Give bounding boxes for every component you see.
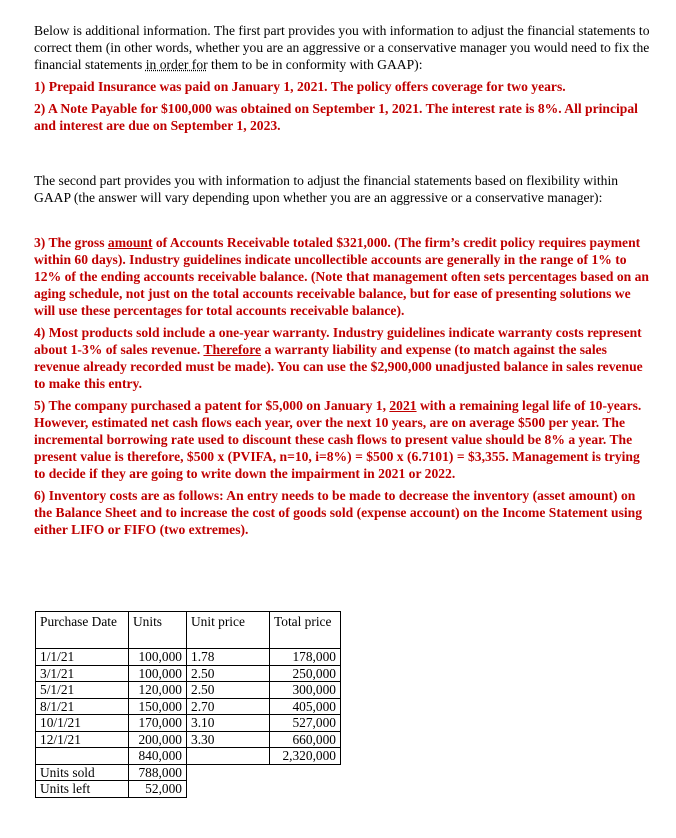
header-unit-price: Unit price (187, 612, 270, 649)
units-cell: 150,000 (129, 698, 187, 715)
table-row (36, 649, 341, 666)
totals-label-cell (36, 748, 129, 765)
table-row (36, 698, 341, 715)
totals-row (36, 748, 341, 765)
item-4-warranty (34, 324, 654, 392)
document-body (34, 22, 654, 544)
totals-empty-cell (187, 748, 270, 765)
item-6-inventory: 6) Inventory costs are as follows: An entry needs to be made to decrease the inventory (asset amount) on the Balance Sheet and to increase the cost of goods sold (expense account) on the Income Statement using either LIFO or FIFO (two extremes). (34, 488, 643, 537)
inventory-table (35, 611, 341, 798)
intro1-text-end: them to be in conformity with GAAP): (207, 57, 423, 72)
total-price-cell: 178,000 (270, 649, 341, 666)
units-left-row (36, 781, 341, 798)
intro-paragraph-2: The second part provides you with information to adjust the financial statements based on flexibility within GAAP (the answer will vary depending upon whether you are an aggressive or a conservative manager): (34, 173, 619, 205)
header-total-price: Total price (270, 612, 341, 649)
grand-total-price-cell: 2,320,000 (270, 748, 341, 765)
unit-price-cell: 1.78 (187, 649, 270, 666)
units-cell: 100,000 (129, 649, 187, 666)
table-row (36, 715, 341, 732)
item5-underlined-year: 2021 (389, 398, 417, 413)
unit-price-cell: 2.50 (187, 682, 270, 699)
units-cell: 200,000 (129, 731, 187, 748)
item-5-patent (34, 397, 654, 482)
total-price-cell: 660,000 (270, 731, 341, 748)
item4-text: 4) Most products sold include a one-year warranty. Industry guidelines indicate warranty costs represent about 1-3% of sales revenue. (34, 325, 642, 357)
item-3-accounts-receivable (34, 234, 654, 319)
table-row (36, 682, 341, 699)
item5-text: 5) The company purchased a patent for $5,000 on January 1, (34, 398, 390, 413)
unit-price-cell: 2.70 (187, 698, 270, 715)
total-price-cell: 527,000 (270, 715, 341, 732)
units-left-value: 52,000 (129, 781, 187, 798)
total-price-cell: 250,000 (270, 665, 341, 682)
purchase-date-cell: 12/1/21 (36, 731, 129, 748)
intro1-dotted-phrase: in order for (145, 57, 208, 72)
unit-price-cell: 2.50 (187, 665, 270, 682)
header-units: Units (129, 612, 187, 649)
purchase-date-cell: 1/1/21 (36, 649, 129, 666)
item3-underlined-word: amount (107, 235, 153, 250)
item-1-prepaid-insurance: 1) Prepaid Insurance was paid on January 1, 2021. The policy offers coverage for two years. (34, 79, 566, 94)
purchase-date-cell: 3/1/21 (36, 665, 129, 682)
unit-price-cell: 3.30 (187, 731, 270, 748)
item5-text-end: with a remaining legal life of 10-years. However, estimated net cash flows each year, over the next 10 years, are on average $500 per year. The incremental borrowing rate used to discount these cash flows to present value should be 8% a year. The present value is therefore, $500 x (PVIFA, n=10, i=8%) = $500 x (6.7101) = $3,355. Management is trying to decide if they are going to write down the impairment in 2021 or 2022. (34, 398, 642, 481)
item3-text-end: of Accounts Receivable totaled $321,000. (The firm’s credit policy requires payment within 60 days). Industry guidelines indicate uncollectible accounts are generally in the range of 1% to 12% of the ending accounts receivable balance. (Note that management often sets percentages based on an aging schedule, not just on the total accounts receivable balance, but for ease of presenting solutions we will use these percentages for total accounts receivable balance). (34, 235, 649, 318)
total-units-cell: 840,000 (129, 748, 187, 765)
total-price-cell: 300,000 (270, 682, 341, 699)
purchase-date-cell: 5/1/21 (36, 682, 129, 699)
intro1-text: Below is additional information. The first part provides you with information to adjust the financial statements to correct them (in other words, whether you are an aggressive or a conservative manager you would need to fix the financial statements (34, 23, 650, 72)
purchase-date-cell: 10/1/21 (36, 715, 129, 732)
units-sold-value: 788,000 (129, 764, 187, 781)
table-header-row (36, 612, 341, 649)
total-price-cell: 405,000 (270, 698, 341, 715)
units-cell: 120,000 (129, 682, 187, 699)
item3-text: 3) The gross (34, 235, 108, 250)
table-row (36, 665, 341, 682)
unit-price-cell: 3.10 (187, 715, 270, 732)
intro-paragraph-1 (34, 22, 654, 73)
units-sold-label: Units sold (36, 764, 129, 781)
units-left-label: Units left (36, 781, 129, 798)
header-purchase-date: Purchase Date (36, 612, 129, 649)
units-cell: 170,000 (129, 715, 187, 732)
item-2-note-payable: 2) A Note Payable for $100,000 was obtained on September 1, 2021. The interest rate is 8%. All principal and interest are due on September 1, 2023. (34, 101, 638, 133)
item4-underlined-word: Therefore (203, 342, 262, 357)
item4-text-end: a warranty liability and expense (to match against the sales revenue already recorded must be made). You can use the $2,900,000 unadjusted balance in sales revenue to make this entry. (34, 342, 643, 391)
table-row (36, 731, 341, 748)
purchase-date-cell: 8/1/21 (36, 698, 129, 715)
units-sold-row (36, 764, 341, 781)
units-cell: 100,000 (129, 665, 187, 682)
